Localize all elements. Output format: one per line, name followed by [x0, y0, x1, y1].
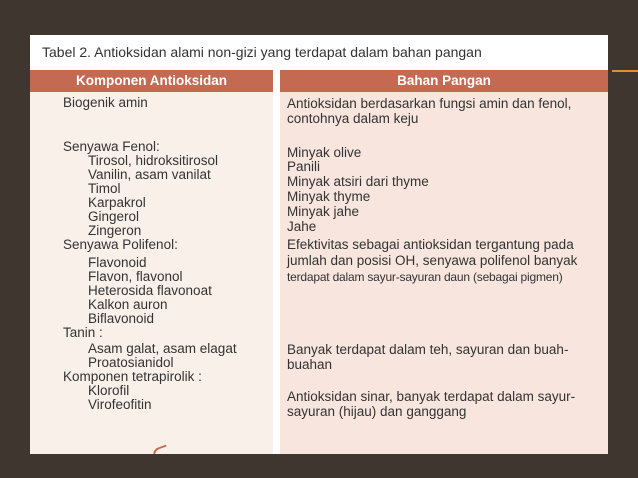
column-komponen	[30, 92, 273, 454]
komponen-item: Heterosida flavonoat	[88, 283, 212, 298]
komponen-group: Senyawa Polifenol:	[63, 237, 178, 252]
komponen-group: Komponen tetrapirolik :	[63, 369, 202, 384]
komponen-item: Biogenik amin	[63, 95, 148, 110]
komponen-item: Gingerol	[88, 209, 140, 224]
bahan-text: terdapat dalam sayur-sayuran daun (sebagai pigmen)	[287, 270, 563, 284]
bahan-text: Panili	[287, 159, 321, 174]
header-bahan-pangan: Bahan Pangan	[397, 73, 491, 88]
column-separator	[273, 70, 280, 454]
bahan-text: jumlah dan posisi OH, senyawa polifenol banyak	[287, 253, 578, 268]
column-bahan-pangan	[280, 92, 608, 454]
komponen-group: Senyawa Fenol:	[63, 139, 160, 154]
bahan-text: contohnya dalam keju	[287, 111, 419, 126]
komponen-item: Virofeofitin	[88, 397, 152, 412]
bahan-text: sayuran (hijau) dan ganggang	[287, 404, 467, 419]
komponen-item: Zingeron	[88, 223, 142, 238]
table-caption: Tabel 2. Antioksidan alami non-gizi yang terdapat dalam bahan pangan	[42, 44, 482, 60]
bahan-text: Banyak terdapat dalam teh, sayuran dan buah-	[287, 342, 569, 357]
bahan-text: Antioksidan berdasarkan fungsi amin dan fenol,	[287, 96, 572, 111]
komponen-item: Proatosianidol	[88, 355, 174, 370]
bahan-text: Minyak olive	[287, 145, 362, 160]
komponen-item: Kalkon auron	[88, 297, 168, 312]
bahan-text: Efektivitas sebagai antioksidan tergantung pada	[287, 237, 574, 252]
header-komponen: Komponen Antioksidan	[76, 73, 227, 88]
komponen-item: Vanilin, asam vanilat	[88, 167, 211, 182]
komponen-item: Tirosol, hidroksitirosol	[88, 153, 219, 168]
slide	[30, 35, 608, 454]
bahan-text: buahan	[287, 357, 333, 372]
komponen-item: Klorofil	[88, 383, 130, 398]
komponen-item: Karpakrol	[88, 195, 146, 210]
komponen-item: Flavon, flavonol	[88, 269, 183, 284]
komponen-item: Biflavonoid	[88, 311, 155, 326]
komponen-item: Timol	[88, 181, 121, 196]
accent-line	[612, 70, 638, 72]
bahan-text: Minyak thyme	[287, 189, 371, 204]
komponen-item: Asam galat, asam elagat	[88, 341, 237, 356]
bahan-text: Minyak atsiri dari thyme	[287, 174, 429, 189]
bahan-text: Minyak jahe	[287, 204, 360, 219]
komponen-item: Flavonoid	[88, 255, 147, 270]
bahan-text: Antioksidan sinar, banyak terdapat dalam sayur-	[287, 389, 576, 404]
komponen-group: Tanin :	[63, 325, 103, 340]
table-header	[30, 70, 608, 92]
bahan-text: Jahe	[287, 219, 317, 234]
